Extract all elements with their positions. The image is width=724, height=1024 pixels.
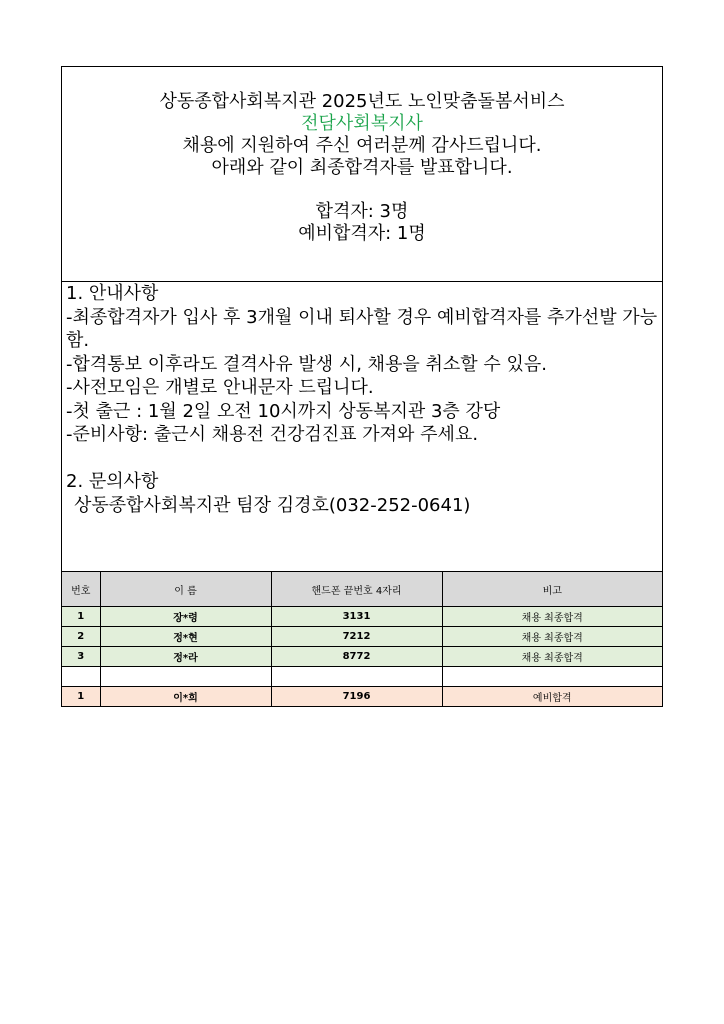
header-line-1: 상동종합사회복지관 2025년도 노인맞춤돌봄서비스 (159, 91, 565, 112)
table-header-row (62, 572, 662, 607)
cell-empty (271, 667, 442, 687)
notice-title: 1. 안내사항 (66, 283, 159, 304)
header-no: 번호 (62, 572, 100, 607)
cell-empty (100, 667, 271, 687)
header-phone: 핸드폰 끝번호 4자리 (271, 572, 442, 607)
inquiry-contact: 상동종합사회복지관 팀장 김경호(032-252-0641) (74, 494, 471, 516)
cell-name: 정*현 (100, 627, 271, 647)
cell-no: 3 (62, 647, 100, 667)
table-row-reserve (62, 687, 662, 707)
results-table (62, 572, 662, 706)
cell-note: 채용 최종합격 (442, 627, 662, 647)
notice-item: -합격통보 이후라도 결격사유 발생 시, 채용을 취소할 수 있음. (66, 353, 548, 375)
cell-phone: 7196 (271, 687, 442, 707)
cell-phone: 7212 (271, 627, 442, 647)
cell-no: 2 (62, 627, 100, 647)
header-name: 이 름 (100, 572, 271, 607)
table-row (62, 607, 662, 627)
cell-no: 1 (62, 687, 100, 707)
passed-count: 합격자: 3명 (315, 201, 409, 222)
cell-phone: 3131 (271, 607, 442, 627)
notice-section (62, 282, 662, 572)
table-row (62, 647, 662, 667)
cell-note: 예비합격 (442, 687, 662, 707)
header-note: 비고 (442, 572, 662, 607)
announcement-frame (61, 66, 663, 707)
inquiry-title: 2. 문의사항 (66, 471, 159, 492)
notice-item: -준비사항: 출근시 채용전 건강검진표 가져와 주세요. (66, 424, 479, 445)
cell-note: 채용 최종합격 (442, 647, 662, 667)
cell-name: 장*령 (100, 607, 271, 627)
notice-item: -최종합격자가 입사 후 3개월 이내 퇴사할 경우 예비합격자를 추가선발 가능함. (66, 306, 658, 351)
header-line-3: 채용에 지원하여 주신 여러분께 감사드립니다. (182, 135, 542, 156)
cell-phone: 8772 (271, 647, 442, 667)
notice-item: -첫 출근 : 1월 2일 오전 10시까지 상동복지관 3층 강당 (66, 400, 501, 422)
announcement-header (62, 67, 662, 282)
reserve-count: 예비합격자: 1명 (298, 223, 426, 244)
table-row (62, 627, 662, 647)
cell-no: 1 (62, 607, 100, 627)
notice-item: -사전모임은 개별로 안내문자 드립니다. (66, 377, 374, 398)
cell-note: 채용 최종합격 (442, 607, 662, 627)
cell-empty (62, 667, 100, 687)
header-position-title: 전담사회복지사 (301, 113, 423, 134)
cell-name: 정*라 (100, 647, 271, 667)
cell-empty (442, 667, 662, 687)
table-row-empty (62, 667, 662, 687)
header-line-4: 아래와 같이 최종합격자를 발표합니다. (211, 157, 513, 178)
cell-name: 이*희 (100, 687, 271, 707)
